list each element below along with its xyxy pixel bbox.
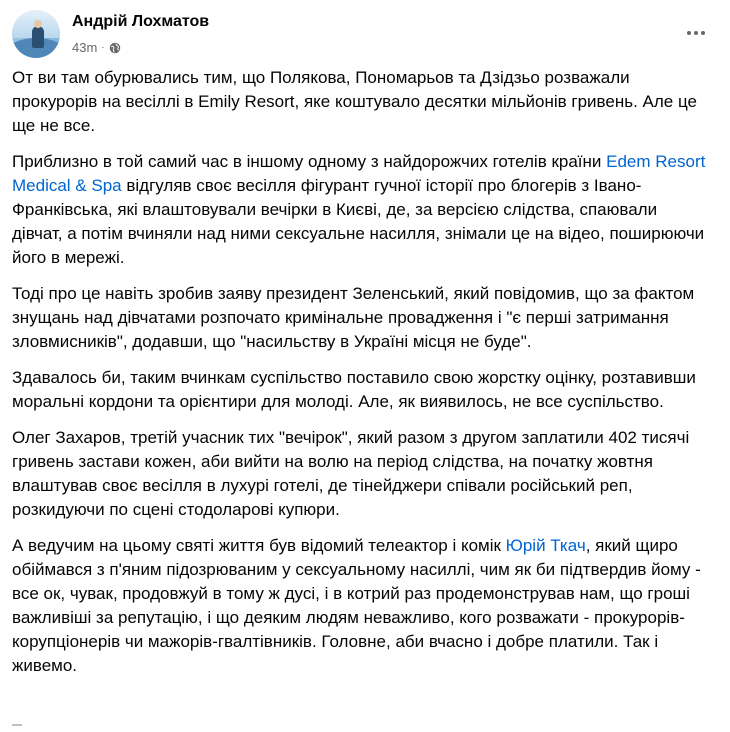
edem-resort-link[interactable]: Edem Resort Medical & Spa — [12, 152, 706, 195]
post-meta — [72, 40, 121, 55]
author-avatar[interactable] — [12, 10, 60, 58]
paragraph-2-text-after: відгуляв своє весілля фігурант гучної історії про блогерів з Івано-Франківська, які влаштовували вечірки в Києві, де, за версією слідства, спаювали дівчат, а потім вчиняли над ними сексуальне насилля, знімали це на відео, поширюючи його в мережі. — [12, 176, 705, 267]
paragraph-2 — [12, 150, 712, 270]
post-time[interactable]: 43m — [72, 40, 98, 55]
paragraph-4 — [12, 366, 712, 414]
more-dot — [701, 31, 705, 35]
post-body — [12, 66, 712, 690]
avatar-head — [34, 20, 42, 28]
paragraph-4-text: Здавалось би, таким вчинкам суспільство поставило свою жорстку оцінку, розтавивши моральні кордони та орієнтири для молоді. Але, як виявилось, не все суспільство. — [12, 368, 696, 411]
globe-icon[interactable] — [109, 42, 121, 54]
avatar-person — [32, 26, 44, 48]
paragraph-5-text: Олег Захаров, третій учасник тих "вечірок", який разом з другом заплатили 402 тисячі гривень застави кожен, аби вийти на волю на період слідства, на початку жовтня влаштував своє весілля в лухурі готелі, де тінейджери співали російський реп, розкидуючи по сцені стодоларові купюри. — [12, 428, 690, 519]
meta-separator: · — [101, 42, 105, 53]
paragraph-3-text: Тоді про це навіть зробив заяву президент Зеленський, який повідомив, що за фактом знущань над дівчатами розпочато кримінальне провадження і "є перші затримання зловмисників", додавши, що "насильству в Україні місця не буде". — [12, 284, 695, 351]
yurii-tkach-link[interactable]: Юрій Ткач — [505, 536, 586, 555]
bottom-divider — [12, 724, 22, 726]
author-name[interactable]: Андрій Лохматов — [72, 13, 210, 30]
paragraph-2-text-before: Приблизно в той самий час в іншому одному з найдорожчих готелів країни — [12, 152, 607, 171]
paragraph-6-text-after: , який щиро обіймався з п'яним підозрюваним у сексуальному насиллі, чим як би підтвердив йому - все ок, чувак, продовжуй в тому ж дусі, і в котрий раз продемонстрував нам, що гроші важливіші за репутацію, і що деяким людям неважливо, кого розважати - прокурорів-корупціонерів чи мажорів-гвалтівників. Головне, аби вчасно і добре платили. Так і живемо. — [12, 536, 701, 675]
paragraph-3 — [12, 282, 712, 354]
more-dot — [694, 31, 698, 35]
more-dot — [687, 31, 691, 35]
post-header — [12, 10, 718, 62]
paragraph-6 — [12, 534, 712, 678]
paragraph-6-text-before: А ведучим на цьому святі життя був відомий телеактор і комік — [12, 536, 506, 555]
more-horizontal-icon[interactable] — [680, 22, 712, 44]
paragraph-1-text: От ви там обурювались тим, що Полякова, Пономарьов та Дзідзьо розважали прокурорів на весіллі в Emily Resort, яке коштувало десятки мільйонів гривень. Але це ще не все. — [12, 68, 697, 135]
paragraph-5 — [12, 426, 712, 522]
paragraph-1 — [12, 66, 712, 138]
